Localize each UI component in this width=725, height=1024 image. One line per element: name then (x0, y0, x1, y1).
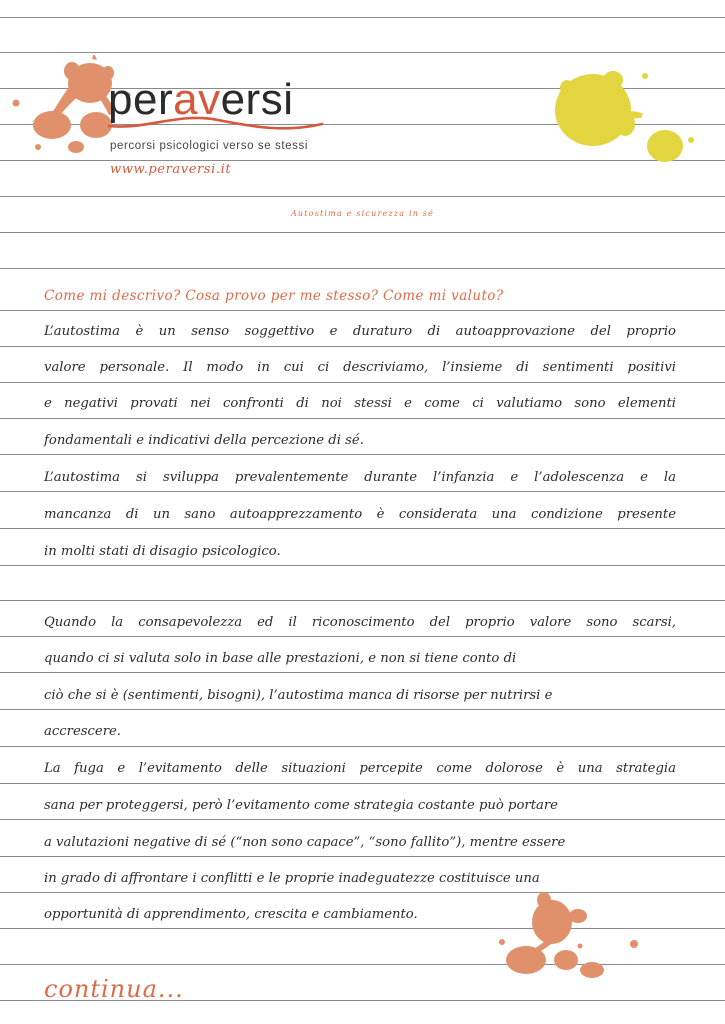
paragraph-line: opportunità di apprendimento, crescita e cambiamento. (44, 907, 418, 922)
ruled-line (0, 268, 725, 269)
ruled-line (0, 565, 725, 566)
paragraph-line: in molti stati di disagio psicologico. (44, 544, 281, 559)
ruled-line (0, 346, 725, 347)
ruled-line (0, 528, 725, 529)
continue-link[interactable]: continua... (44, 975, 184, 1003)
paragraph-line: accrescere. (44, 724, 122, 739)
paragraph-line: e negativi provati nei confronti di noi stessi e come ci valutiamo sono elementi (44, 396, 676, 411)
paragraph-line: L’autostima è un senso soggettivo e duraturo di autoapprovazione del proprio (44, 324, 676, 339)
ruled-line (0, 600, 725, 601)
ruled-line (0, 454, 725, 455)
ruled-line (0, 196, 725, 197)
paragraph-line: fondamentali e indicativi della percezione di sé. (44, 433, 364, 448)
logo-swoosh-icon (108, 112, 324, 134)
yellow-paint-splash (545, 62, 695, 172)
logo-wordmark: peraversi (108, 75, 294, 124)
orange-paint-splash (488, 888, 648, 993)
ruled-line (0, 783, 725, 784)
paragraph-line: valore personale. Il modo in cui ci descriviamo, l’insieme di sentimenti positivi (44, 360, 676, 375)
paragraph-line: mancanza di un sano autoapprezzamento è considerata una condizione presente (44, 507, 676, 522)
ruled-line (0, 310, 725, 311)
ruled-line (0, 491, 725, 492)
ruled-line (0, 856, 725, 857)
paragraph-line: ciò che si è (sentimenti, bisogni), l’autostima manca di risorse per nutrirsi e (44, 688, 553, 703)
ruled-line (0, 418, 725, 419)
ruled-line (0, 636, 725, 637)
paragraph-line: in grado di affrontare i conflitti e le proprie inadeguatezze costituisce una (44, 871, 540, 886)
paragraph-line: sana per proteggersi, però l’evitamento come strategia costante può portare (44, 798, 558, 813)
website-link[interactable]: www.peraversi.it (110, 162, 232, 177)
paragraph-line: La fuga e l’evitamento delle situazioni percepite come dolorose è una strategia (44, 761, 676, 776)
ruled-line (0, 17, 725, 18)
paragraph-line: L’autostima si sviluppa prevalentemente durante l’infanzia e l’adolescenza e la (44, 470, 676, 485)
paragraph-line: Quando la consapevolezza ed il riconoscimento del proprio valore sono scarsi, (44, 615, 676, 630)
page-title: Autostima e sicurezza in sé (290, 209, 435, 218)
ruled-line (0, 746, 725, 747)
logo-tagline: percorsi psicologici verso se stessi (110, 140, 308, 152)
ruled-line (0, 382, 725, 383)
subtitle-questions: Come mi descrivo? Cosa provo per me stesso? Come mi valuto? (44, 288, 504, 304)
ruled-line (0, 232, 725, 233)
ruled-line (0, 52, 725, 53)
paragraph-line: a valutazioni negative di sé (“non sono capace”, “sono fallito”), mentre essere (44, 835, 566, 850)
paragraph-line: quando ci si valuta solo in base alle prestazioni, e non si tiene conto di (44, 651, 517, 666)
ruled-line (0, 672, 725, 673)
ruled-line (0, 819, 725, 820)
ruled-line (0, 709, 725, 710)
